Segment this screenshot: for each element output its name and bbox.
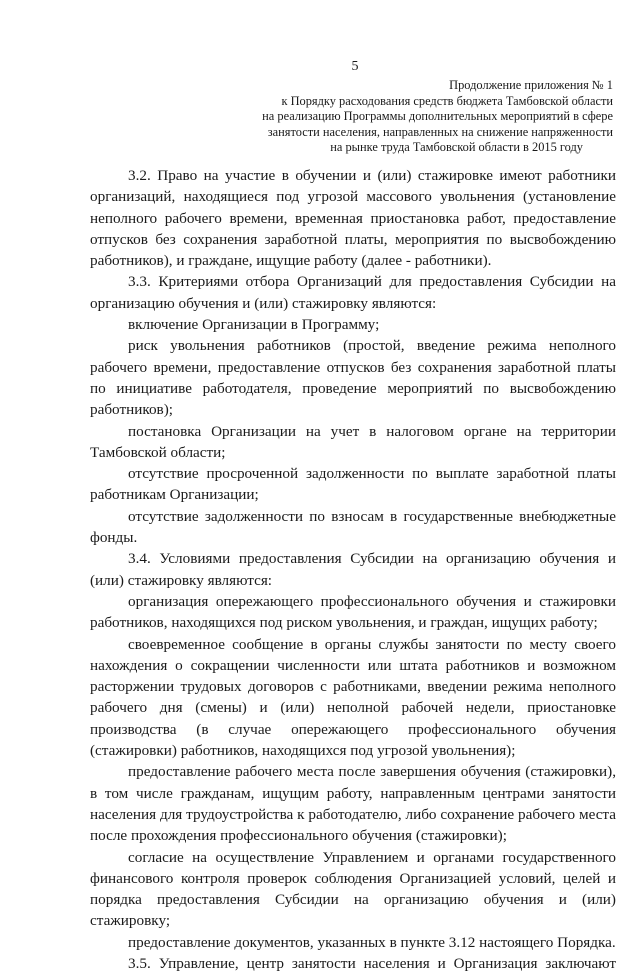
paragraph: риск увольнения работников (простой, введение режима неполного рабочего времени, предоставление отпусков без сохранения заработной платы по инициативе работодателя, проведение мероприятий по высвобождению работников); (90, 337, 616, 419)
page-number: 5 (351, 59, 359, 74)
header-line: занятости населения, направленных на снижение напряженности (267, 124, 613, 139)
header-line: на реализацию Программы дополнительных мероприятий в сфере (262, 109, 613, 123)
paragraph: постановка Организации на учет в налоговом органе на территории Тамбовской области; (90, 422, 616, 461)
paragraph: отсутствие задолженности по взносам в государственные внебюджетные фонды. (90, 507, 616, 547)
paragraph: организация опережающего профессионального обучения и стажировки работников, находящихся под риском увольнения, и граждан, ищущих работу; (90, 592, 616, 632)
paragraph: включение Организации в Программу; (128, 316, 380, 334)
header-line: к Порядку расходования средств бюджета Тамбовской области (281, 93, 613, 108)
paragraph: 3.2. Право на участие в обучении и (или) стажировке имеют работники организаций, находящиеся под угрозой массового увольнения (установление неполного рабочего времени, временная приостановка работ, предоставление отпусков без сохранения заработной платы, мероприятия по высвобождению работников), и граждане, ищущие работу (далее - работники). (90, 167, 616, 270)
paragraph: согласие на осуществление Управлением и органами государственного финансового контроля проверок соблюдения Организацией условий, целей и порядка предоставления Субсидии на организацию обучения и (или) стажировку; (90, 848, 616, 930)
header-line: на рынке труда Тамбовской области в 2015 году (330, 140, 583, 154)
paragraph: отсутствие просроченной задолженности по выплате заработной платы работникам Организации; (90, 465, 616, 504)
paragraph: предоставление документов, указанных в пункте 3.12 настоящего Порядка. (128, 933, 616, 951)
appendix-header (213, 78, 613, 156)
paragraph: 3.4. Условиями предоставления Субсидии на организацию обучения и (или) стажировку являются: (90, 550, 616, 589)
paragraph: предоставление рабочего места после завершения обучения (стажировки), в том числе гражданам, ищущим работу, направленным центрами занятости населения для трудоустройства к работодателю, либо сохранение рабочего места после прохождения профессионального обучения (стажировки); (90, 763, 616, 845)
paragraph: своевременное сообщение в органы службы занятости по месту своего нахождения о сокращении численности или штата работников и возможном расторжении трудовых договоров с работниками, введении режима неполного рабочего дня (смены) и (или) неполной рабочей недели, приостановке производства (в случае опережающего профессионального обучения (стажировки) работников, находящихся под угрозой увольнения); (90, 635, 616, 760)
document-body (90, 165, 616, 974)
paragraph: 3.3. Критериями отбора Организаций для предоставления Субсидии на организацию обучения и (или) стажировку являются: (90, 273, 616, 312)
header-line: Продолжение приложения № 1 (449, 78, 613, 92)
paragraph: 3.5. Управление, центр занятости населения и Организация заключают (128, 954, 616, 972)
